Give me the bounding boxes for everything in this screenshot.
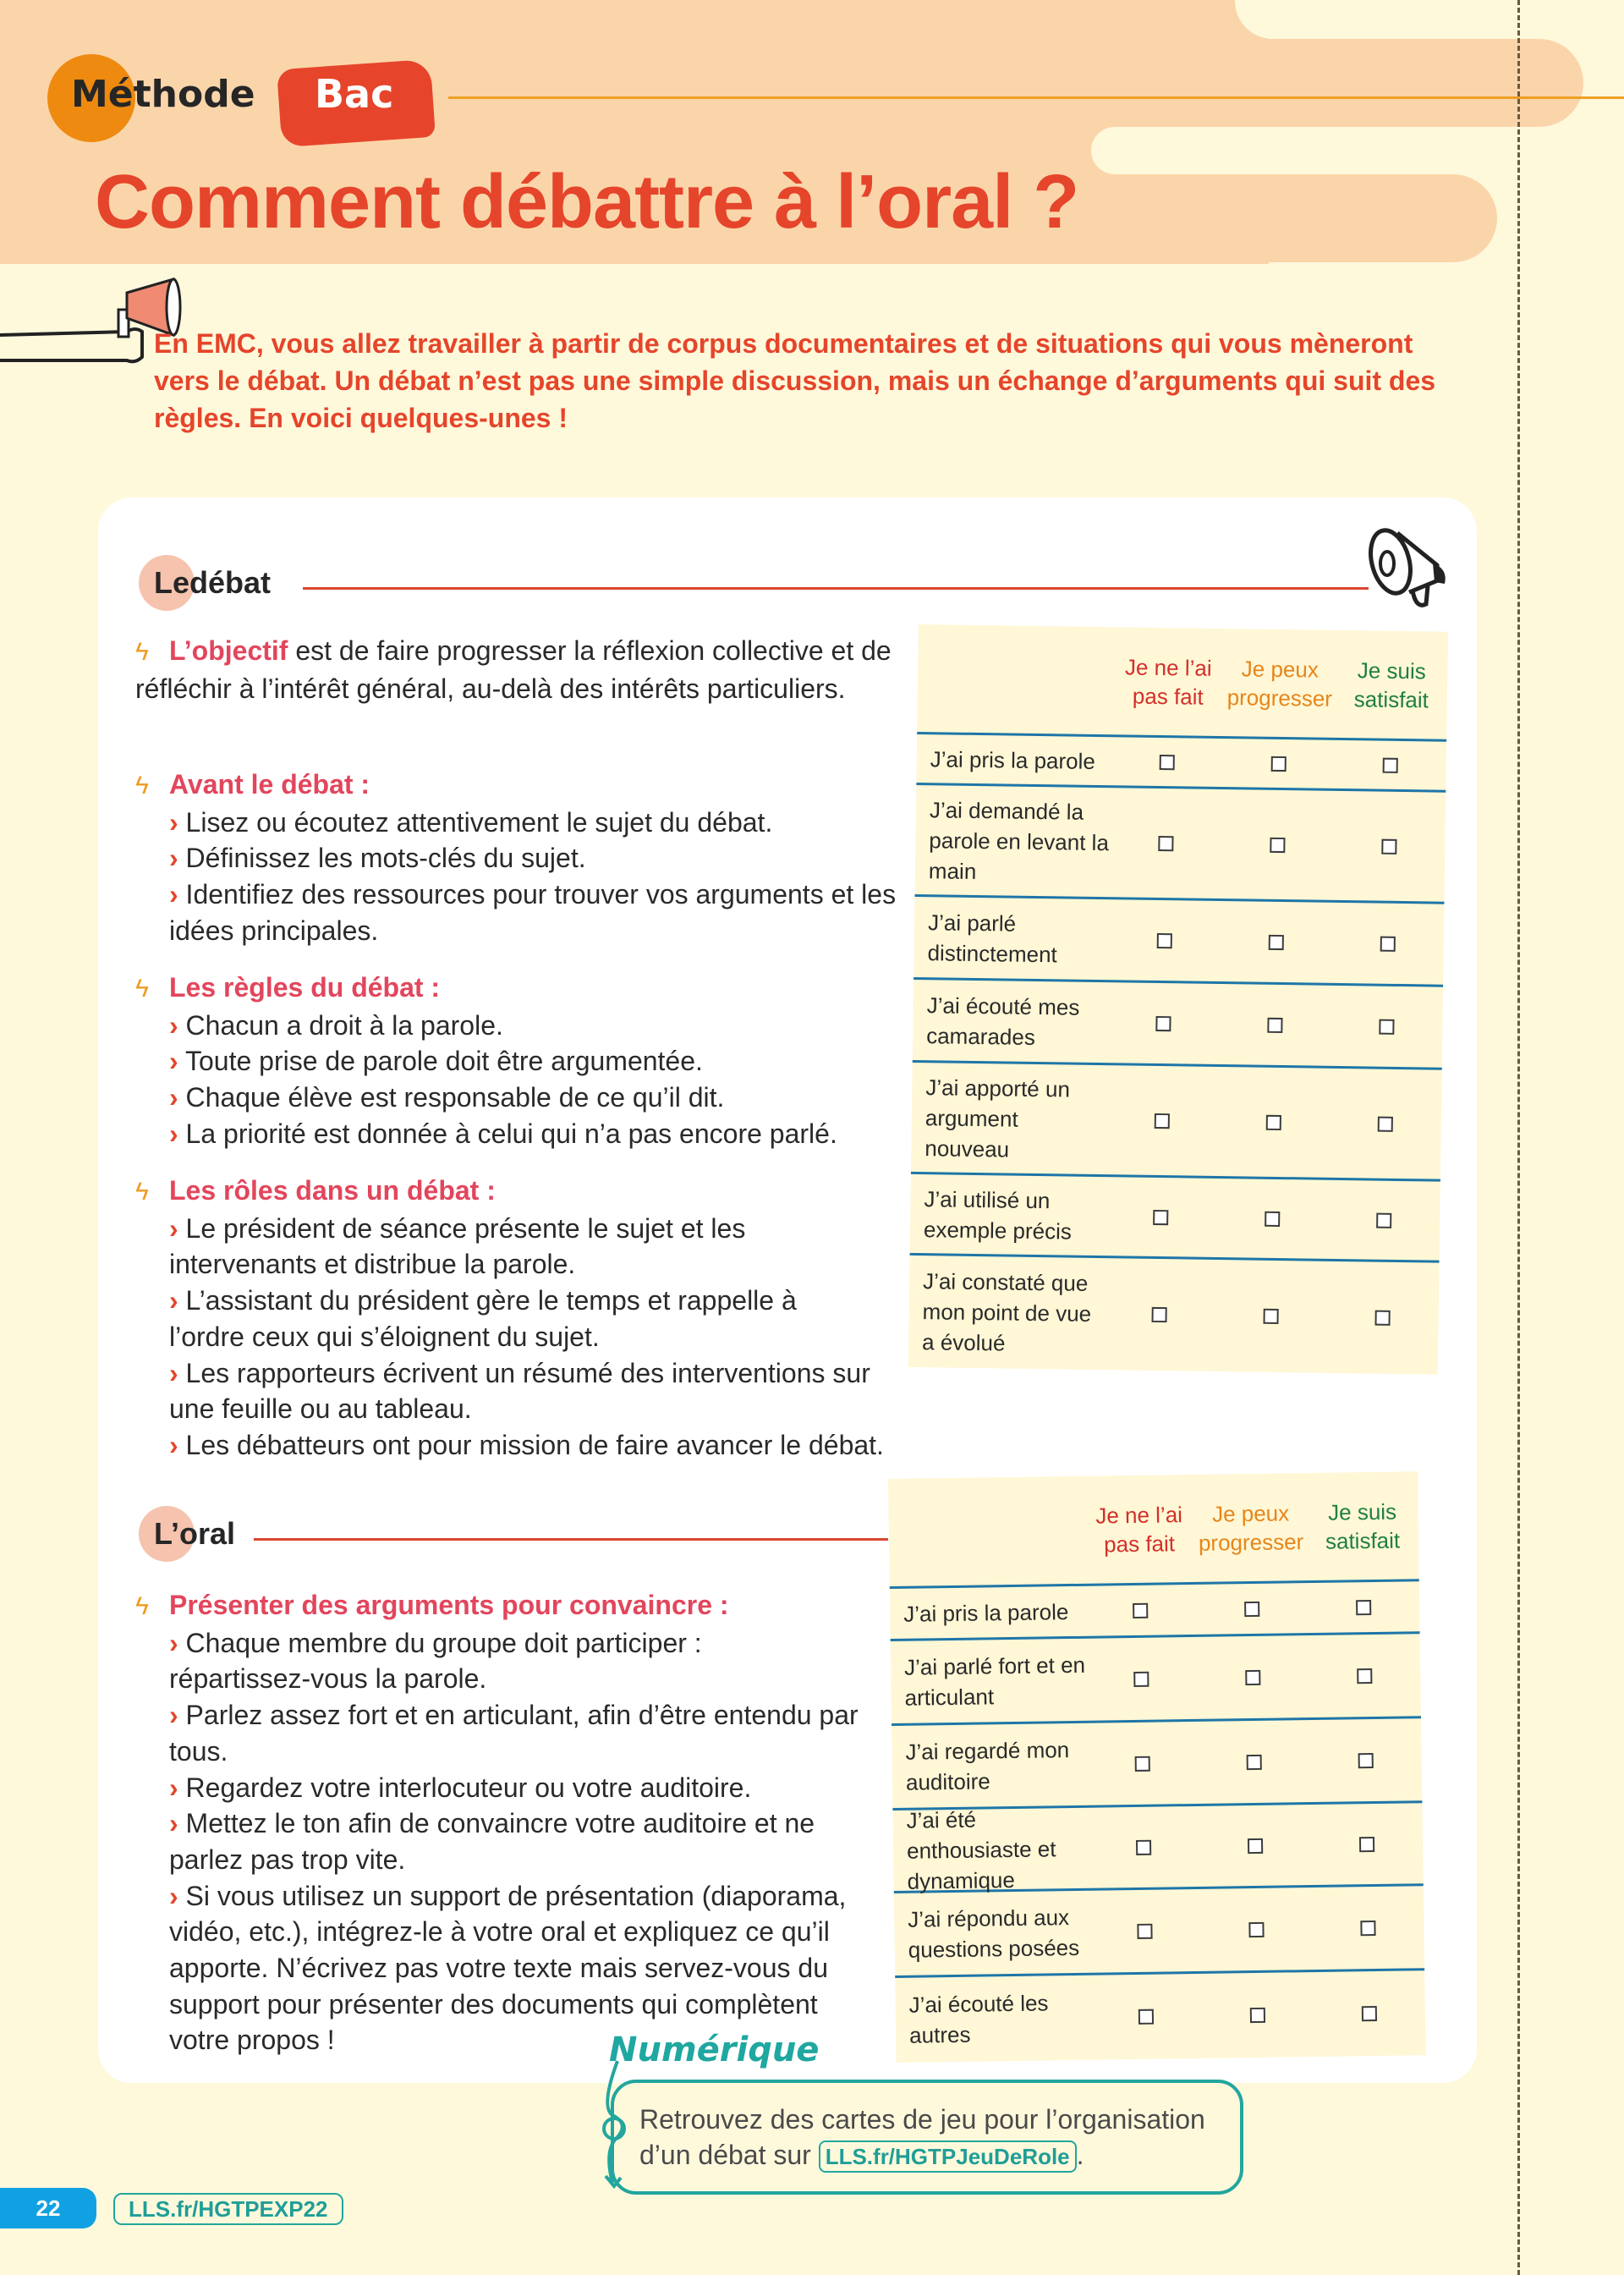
checkbox-cell-satisfied [1335,756,1446,773]
checklist-header [888,1471,1419,1589]
checkbox-cell-not-done [1084,1602,1196,1618]
checkbox-satisfied[interactable] [1380,936,1396,951]
checkbox-cell-not-done [1087,1755,1199,1772]
checkbox-cell-satisfied [1328,1212,1440,1228]
chevron-right-icon: › [169,1357,178,1388]
checkbox-not-done[interactable] [1133,1602,1148,1618]
checklist-row [916,734,1446,793]
checkbox-can-improve[interactable] [1250,2008,1265,2023]
checklist-row [915,785,1446,904]
checkbox-satisfied[interactable] [1362,2006,1377,2021]
checklist-debat [908,624,1448,1375]
checklist-row-label: J’ai regardé mon auditoire [905,1736,1070,1795]
checklist-row [914,897,1444,987]
page-title: Comment débattre à l’oral ? [95,160,1079,245]
checkbox-can-improve[interactable] [1265,1211,1280,1226]
bac-badge-label: Bac [315,71,394,117]
checkbox-satisfied[interactable] [1357,1668,1372,1684]
checkbox-cell-not-done [1089,1922,1200,1939]
col-not-done: Je ne l’ai pas fait [1095,1501,1183,1557]
methode-badge-label: Méthode [71,73,255,116]
chevron-right-icon: › [169,843,178,874]
chevron-right-icon: › [169,1772,178,1803]
presenter-block [135,1587,880,2058]
objectif-block [135,633,897,706]
checklist-row-label: J’ai pris la parole [903,1598,1069,1627]
checkbox-satisfied[interactable] [1358,1753,1374,1768]
list-item: › Définissez les mots-clés du sujet. [169,843,586,874]
checkbox-not-done[interactable] [1135,1756,1150,1771]
checkbox-can-improve[interactable] [1269,934,1284,949]
checkbox-cell-not-done [1107,1015,1219,1032]
checklist-row [890,1581,1420,1641]
list-item: › La priorité est donnée à celui qui n’a pas encore parlé. [169,1118,837,1149]
footer-link[interactable]: LLS.fr/HGTPEXP22 [113,2193,343,2225]
col-can-improve: Je peux progresser [1198,1499,1304,1556]
header-background-notch [1091,127,1429,174]
checkbox-not-done[interactable] [1155,1015,1171,1030]
list-item: › Parlez assez fort et en articulant, afin d’être entendu par tous. [169,1700,859,1767]
lightning-icon: ϟ [135,975,149,1003]
checkbox-can-improve[interactable] [1248,1921,1264,1937]
checkbox-can-improve[interactable] [1248,1838,1263,1853]
checkbox-satisfied[interactable] [1379,1019,1394,1034]
section-title: débat [189,565,272,600]
checkbox-cell-can-improve [1221,934,1332,951]
checkbox-cell-not-done [1111,754,1223,771]
chevron-right-icon: › [169,806,178,838]
presenter-label: Présenter des arguments pour convaincre : [169,1590,729,1620]
checkbox-can-improve[interactable] [1245,1669,1260,1684]
section-rule [254,1538,888,1541]
checkbox-cell-can-improve [1216,1210,1328,1227]
section-title-prefix: Le [154,565,190,600]
checklist-row [892,1718,1422,1811]
checkbox-satisfied[interactable] [1374,1311,1390,1326]
header-background-notch [1235,0,1573,39]
checkbox-cell-can-improve [1200,1921,1312,1938]
checkbox-satisfied[interactable] [1378,1116,1393,1131]
lightning-icon: ϟ [135,1178,149,1206]
chevron-right-icon: › [169,1046,178,1077]
checkbox-not-done[interactable] [1157,932,1172,948]
header-divider [448,96,1624,99]
checkbox-satisfied[interactable] [1381,838,1396,854]
checkbox-cell-can-improve [1202,2007,1314,2024]
checklist-row-label: J’ai utilisé un exemple précis [923,1185,1073,1245]
chevron-right-icon: › [169,1429,178,1460]
checklist-row-label: J’ai pris la parole [930,745,1096,774]
header-background-tab [1015,39,1583,127]
checkbox-cell-satisfied [1312,1920,1424,1937]
lightning-icon: ϟ [135,772,149,800]
checkbox-cell-not-done [1090,2008,1202,2025]
section-heading-oral [154,1516,235,1552]
checkbox-cell-not-done [1105,1209,1216,1226]
intro-text: En EMC, vous allez travailler à partir de corpus documentaires et de situations qui vous mèneront vers le débat. Un débat n’est pas une simple discussion, mais un échange d’arguments qui suit des règles. En voici quelques-unes ! [154,328,1436,433]
section-title: oral [179,1516,236,1551]
checkbox-cell-not-done [1104,1306,1215,1323]
header-background-tab [1015,174,1497,262]
checkbox-cell-can-improve [1199,1838,1311,1855]
roles-block [135,1173,930,1464]
col-satisfied: Je suis satisfait [1353,657,1429,712]
checkbox-satisfied[interactable] [1360,1921,1375,1936]
list-item: › Les rapporteurs écrivent un résumé des interventions sur une feuille ou au tableau. [169,1357,870,1425]
checkbox-cell-can-improve [1199,1754,1310,1771]
checklist-row-label: J’ai parlé fort et en articulant [903,1651,1086,1711]
col-can-improve: Je peux progresser [1226,655,1333,712]
checkbox-cell-satisfied [1326,1310,1438,1327]
checkbox-not-done[interactable] [1136,1839,1151,1855]
checkbox-cell-satisfied [1309,1668,1420,1684]
checkbox-cell-can-improve [1219,1017,1330,1034]
regles-block [135,970,897,1152]
checkbox-can-improve[interactable] [1263,1309,1278,1324]
checkbox-cell-can-improve [1215,1308,1327,1325]
checklist-oral [888,1471,1426,2063]
checkbox-can-improve[interactable] [1270,837,1285,852]
checklist-row [913,980,1443,1070]
checklist-row [895,1970,1425,2063]
checkbox-can-improve[interactable] [1267,1017,1282,1032]
section-title-prefix: L’ [154,1516,180,1551]
checkbox-cell-can-improve [1221,837,1333,854]
checkbox-cell-can-improve [1223,756,1335,772]
section-rule [303,587,1369,590]
megaphone-icon [1357,521,1467,614]
checkbox-cell-can-improve [1218,1113,1330,1130]
col-not-done: Je ne l’ai pas fait [1124,653,1212,710]
checklist-row-label: J’ai parlé distinctement [927,909,1057,967]
checklist-row [892,1803,1423,1893]
numerique-title: Numérique [609,2030,820,2069]
chevron-right-icon: › [169,879,178,910]
list-item: › Chacun a droit à la parole. [169,1009,503,1041]
checkbox-can-improve[interactable] [1266,1114,1281,1129]
checkbox-can-improve[interactable] [1247,1754,1262,1769]
chevron-right-icon: › [169,1880,178,1911]
section-heading-debat [154,565,271,601]
objectif-text: est de faire progresser la réflexion collective et de réfléchir à l’intérêt général, au-delà des intérêts particuliers. [135,635,892,704]
checkbox-cell-satisfied [1330,1018,1442,1035]
checkbox-cell-satisfied [1314,2005,1425,2022]
checkbox-satisfied[interactable] [1383,757,1398,772]
chevron-right-icon: › [169,1212,178,1244]
checklist-row-label: J’ai écouté les autres [908,1990,1049,2048]
list-item: › Mettez le ton afin de convaincre votre auditoire et ne parlez pas trop vite. [169,1808,815,1875]
checkbox-not-done[interactable] [1138,2009,1154,2025]
chevron-right-icon: › [169,1118,178,1149]
checklist-row [891,1634,1421,1726]
list-item: › L’assistant du président gère le temps et rappelle à l’ordre ceux qui s’éloignent du sujet. [169,1285,797,1352]
list-item: › Toute prise de parole doit être argumentée. [169,1046,703,1077]
checkbox-can-improve[interactable] [1271,756,1287,771]
checklist-row [894,1886,1424,1978]
checklist-row-label: J’ai répondu aux questions posées [908,1904,1080,1963]
chevron-right-icon: › [169,1009,178,1041]
checkbox-satisfied[interactable] [1356,1600,1371,1615]
checkbox-cell-can-improve [1196,1601,1308,1618]
checkbox-cell-satisfied [1311,1836,1423,1853]
checkbox-cell-satisfied [1308,1599,1419,1616]
checklist-row-label: J’ai demandé la parole en levant la main [928,796,1110,884]
checkbox-not-done[interactable] [1160,754,1175,769]
checklist-row-label: J’ai écouté mes camarades [926,992,1080,1050]
chevron-right-icon: › [169,1285,178,1316]
numerique-link[interactable]: LLS.fr/HGTPJeuDeRole [819,2140,1077,2173]
lightning-icon: ϟ [135,1592,149,1620]
list-item: › Regardez votre interlocuteur ou votre auditoire. [169,1772,752,1803]
roles-label: Les rôles dans un débat : [169,1175,496,1206]
list-item: › Les débatteurs ont pour mission de faire avancer le débat. [169,1429,884,1460]
checkbox-can-improve[interactable] [1244,1601,1259,1616]
checkbox-not-done[interactable] [1133,1671,1149,1686]
list-item: › Identifiez des ressources pour trouver vos arguments et les idées principales. [169,879,897,946]
page-number: 22 [0,2188,96,2228]
list-item: › Le président de séance présente le sujet et les intervenants et distribue la parole. [169,1212,746,1280]
list-item: › Lisez ou écoutez attentivement le sujet du débat. [169,806,773,838]
checkbox-cell-not-done [1109,932,1221,949]
chevron-right-icon: › [169,1627,178,1658]
checklist-header [917,624,1448,742]
lightning-icon: ϟ [135,638,149,666]
checkbox-not-done[interactable] [1158,835,1173,850]
checkbox-cell-not-done [1088,1838,1199,1855]
page-cut-line [1517,0,1520,2275]
list-item: › Si vous utilisez un support de présentation (diaporama, vidéo, etc.), intégrez-le à votre oral et expliquez ce qu’il apporte. N’écrivez pas votre texte mais servez-vous du support pour présenter des documents qui complètent votre propos ! [169,1880,847,2056]
checkbox-cell-satisfied [1333,838,1445,854]
checklist-row-label: J’ai été enthousiaste et dynamique [906,1806,1056,1894]
chevron-right-icon: › [169,1082,178,1113]
col-satisfied: Je suis satisfait [1325,1498,1401,1554]
checkbox-cell-satisfied [1332,935,1444,952]
checkbox-not-done[interactable] [1153,1209,1168,1224]
checklist-row [911,1063,1442,1182]
list-item: › Chaque élève est responsable de ce qu’il dit. [169,1082,725,1113]
checkbox-satisfied[interactable] [1359,1837,1374,1852]
checkbox-cell-not-done [1085,1670,1197,1687]
checkbox-not-done[interactable] [1155,1113,1170,1128]
checkbox-not-done[interactable] [1137,1923,1152,1938]
checklist-row [910,1174,1440,1263]
numerique-text: Retrouvez des cartes de jeu pour l’organisation d’un débat sur LLS.fr/HGTPJeuDeRole . [639,2102,1232,2173]
checklist-row [908,1256,1440,1375]
chevron-right-icon: › [169,1808,178,1839]
list-item: › Chaque membre du groupe doit participer : répartissez-vous la parole. [169,1627,702,1695]
checkbox-cell-can-improve [1197,1669,1309,1686]
checklist-row-label: J’ai apporté un argument nouveau [924,1074,1071,1162]
avant-label: Avant le débat : [169,769,370,800]
checkbox-cell-satisfied [1330,1115,1441,1132]
checkbox-satisfied[interactable] [1376,1212,1391,1228]
objectif-label: L’objectif [169,635,288,666]
checkbox-cell-satisfied [1310,1752,1422,1769]
avant-block [135,767,897,949]
checkbox-cell-not-done [1110,835,1221,852]
regles-label: Les règles du débat : [169,972,441,1003]
checkbox-not-done[interactable] [1152,1307,1167,1322]
checklist-row-label: J’ai constaté que mon point de vue a évolué [921,1268,1092,1356]
chevron-right-icon: › [169,1700,178,1731]
checkbox-cell-not-done [1106,1113,1218,1129]
